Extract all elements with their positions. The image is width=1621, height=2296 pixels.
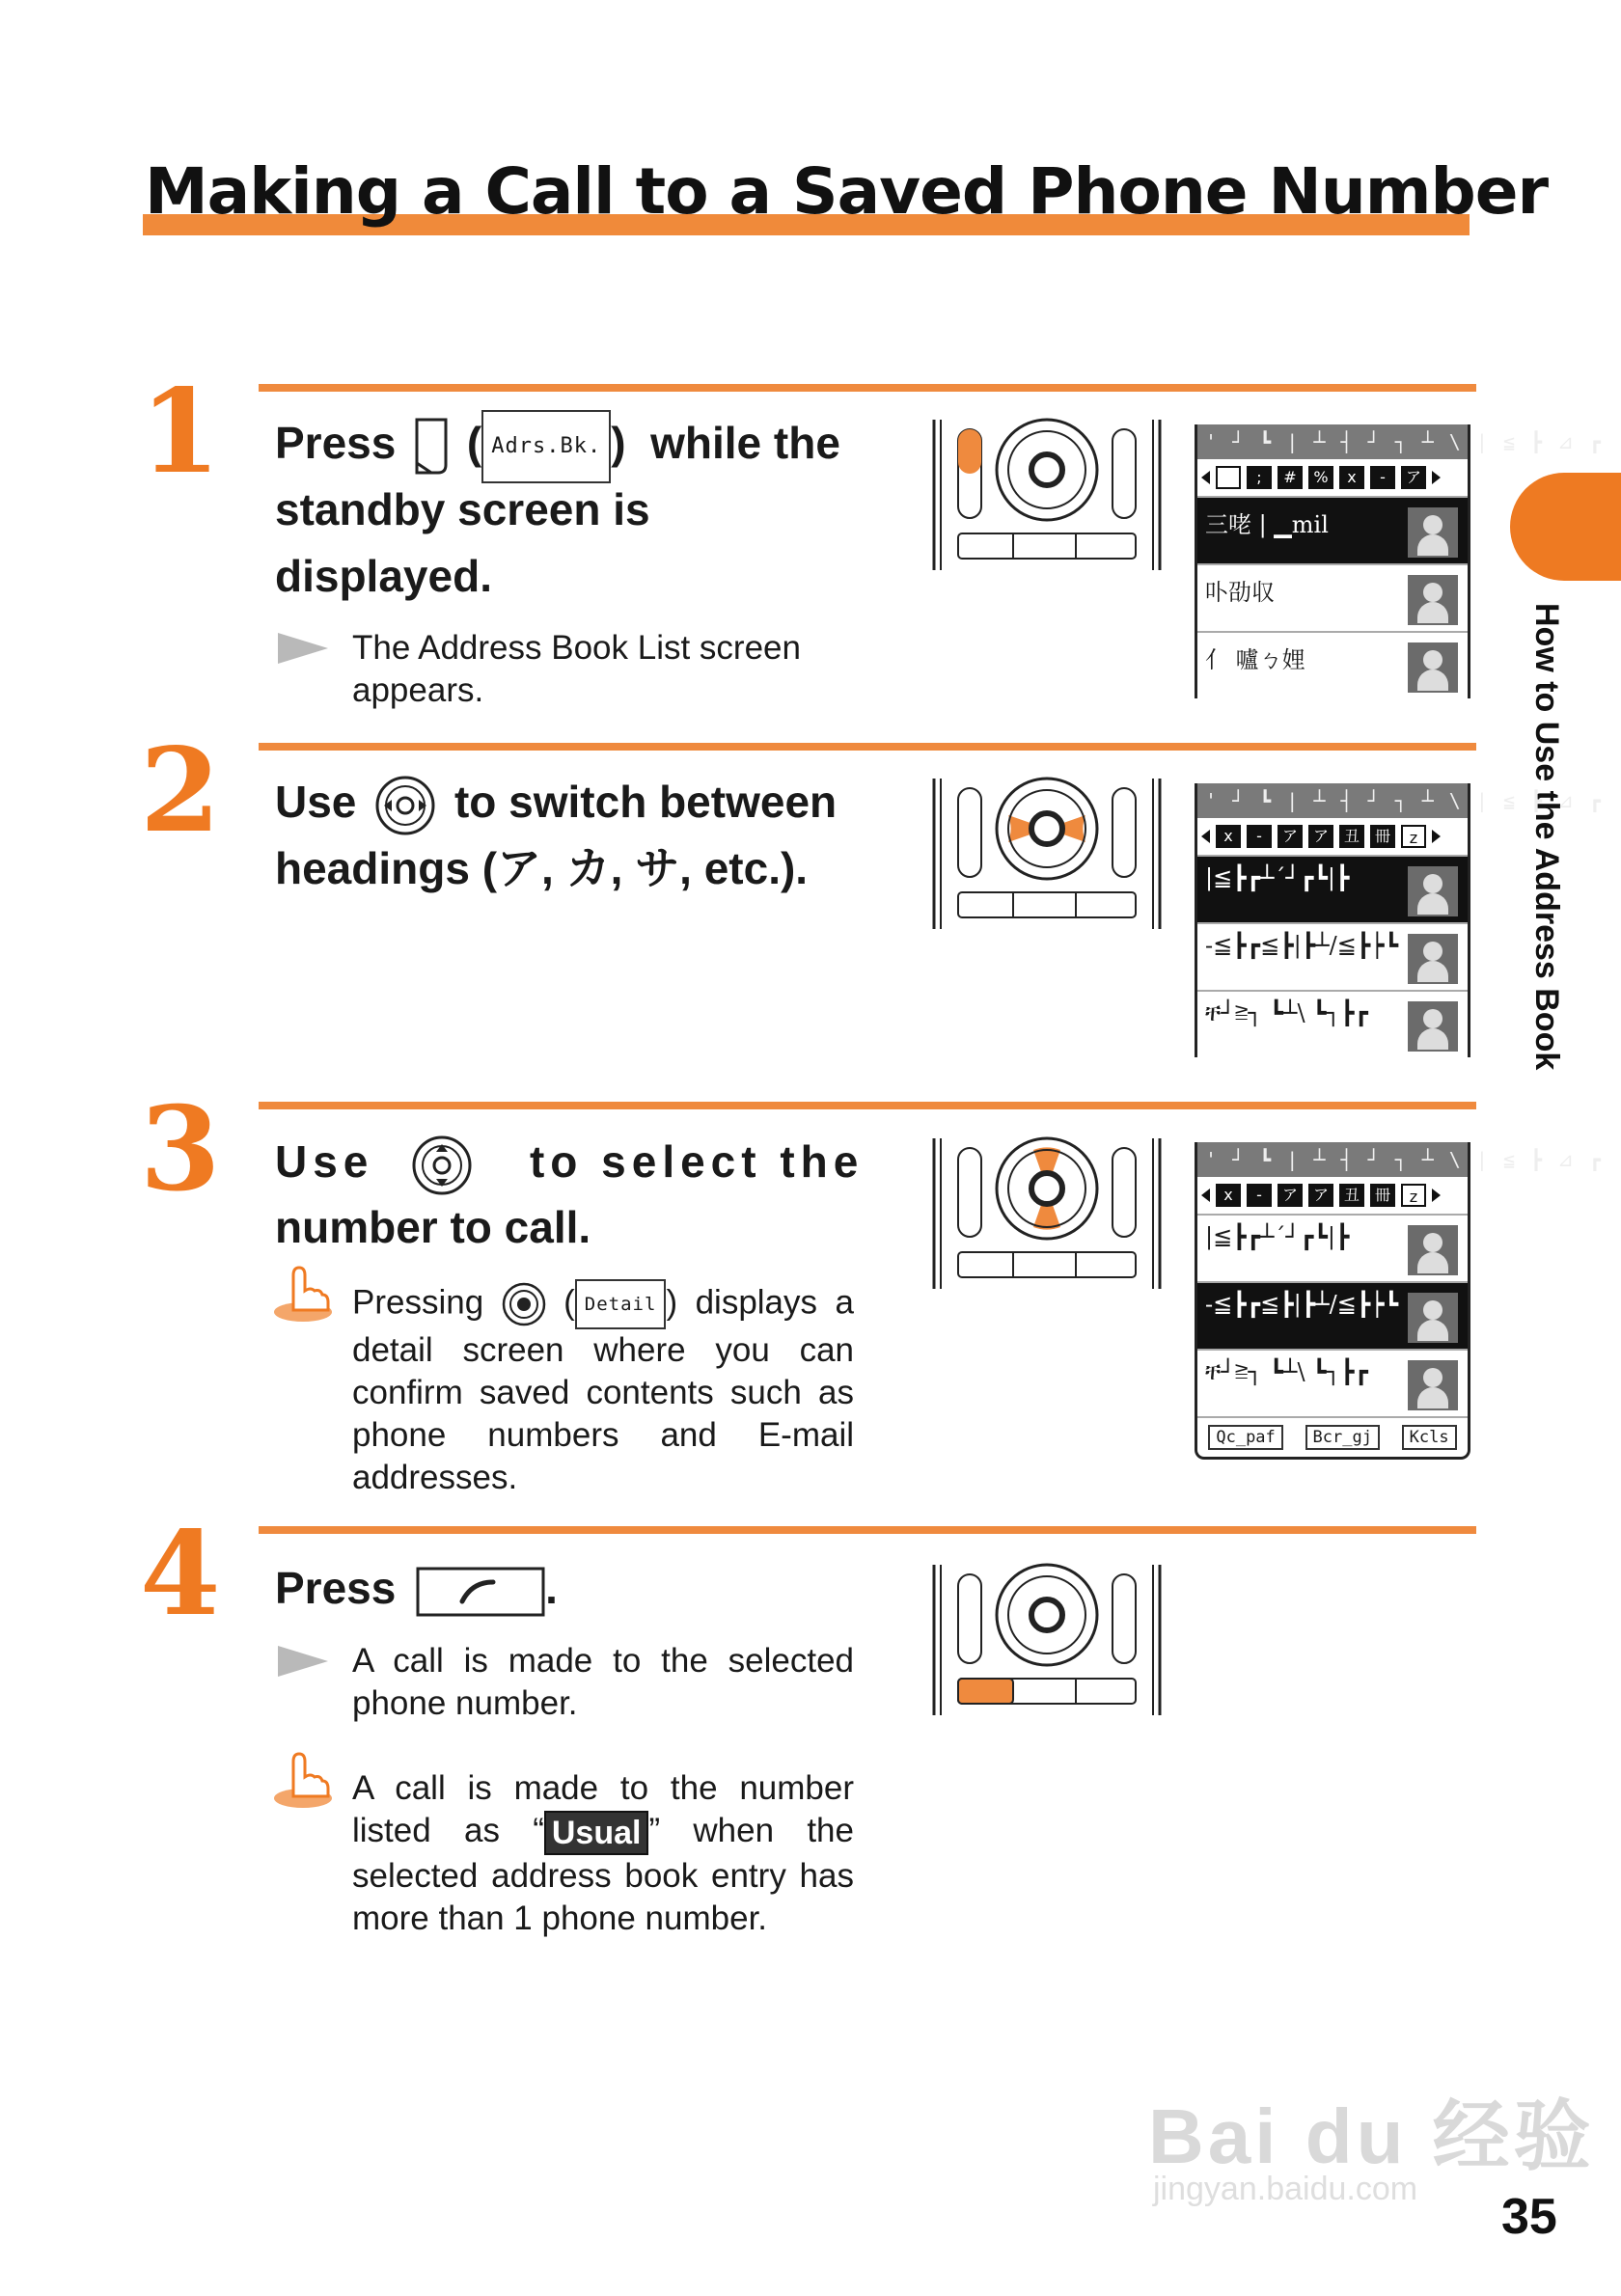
softkey-label: Kcls (1402, 1425, 1457, 1450)
avatar-icon (1408, 1360, 1458, 1410)
screen-tab: ; (1247, 466, 1272, 489)
screen-tab: 丑 (1339, 825, 1364, 848)
paren-open: ( (466, 418, 482, 469)
pointing-hand-icon (272, 1262, 334, 1324)
screen-softkey-bar (1197, 1416, 1468, 1457)
tab-left-arrow-icon (1201, 1189, 1210, 1202)
contact-name: 亻 嚧ㄅ娌 (1205, 646, 1305, 673)
contact-name: |≦┣┏┴´┘┏┗|┣ (1205, 864, 1350, 891)
step-1-heading-line2: standby screen is (275, 484, 650, 534)
adrs-bk-key-label: Adrs.Bk. (481, 410, 611, 483)
contact-name: |≦┣┏┴´┘┏┗|┣ (1205, 1223, 1350, 1250)
step-1-heading-tail: while the (650, 418, 840, 469)
avatar-icon (1408, 1001, 1458, 1052)
tab-right-arrow-icon (1432, 1189, 1441, 1202)
contact-name: 三咾 | ▁mil (1205, 511, 1329, 538)
screen-header: ' ┘ ┗ | ┴ ┤ ┘ ┐ ┴ \ | ≦ ┣ ⊿ ┏ (1197, 783, 1468, 818)
screen-tab-strip (1197, 1177, 1468, 1214)
contact-row (1197, 496, 1468, 563)
screen-tab: ア (1308, 825, 1333, 848)
screen-tab: % (1308, 466, 1333, 489)
screen-tab: x (1339, 466, 1364, 489)
phone-keypad-illustration (931, 779, 1163, 938)
screen-tab: - (1247, 1184, 1272, 1207)
step-4-rule (259, 1526, 1476, 1534)
screen-tab: ア (1278, 825, 1303, 848)
call-key-icon (416, 1567, 545, 1617)
screen-tab: 冊 (1370, 825, 1395, 848)
step-3-note-text: ) displays a detail screen where you can confirm saved contents such as phone numbers and E-mail addresses. (352, 1283, 854, 1496)
step-2-heading (275, 769, 837, 836)
phone-keypad-illustration (931, 1565, 1163, 1724)
step-2-rule (259, 743, 1476, 751)
screen-tab-strip (1197, 818, 1468, 855)
result-arrow-icon (278, 1646, 328, 1677)
step-4-note (352, 1767, 854, 1940)
phone-keypad-illustration (931, 420, 1163, 579)
softkey-label: Qc_paf (1208, 1425, 1282, 1450)
center-select-key-icon (502, 1282, 546, 1326)
step-3-rule (259, 1102, 1476, 1109)
step-3-heading-line2: number to call. (275, 1202, 591, 1252)
contact-name: -≦┣┏≦┣|┣┴/≦┣┝┗ (1205, 1291, 1399, 1318)
tab-left-arrow-icon (1201, 830, 1210, 843)
screen-tab-strip (1197, 459, 1468, 496)
watermark-url: jingyan.baidu.com (1153, 2171, 1418, 2207)
screen-tab: ア (1401, 466, 1426, 489)
screen-tab: # (1278, 466, 1303, 489)
step-4-number: 4 (140, 1506, 221, 1642)
step-3-note-pre: Pressing (352, 1283, 484, 1322)
step-4-heading: Press . (275, 1555, 558, 1621)
screen-tab: x (1216, 825, 1241, 848)
contact-row (1197, 631, 1468, 698)
screen-tab: ア (1278, 1184, 1303, 1207)
step-2-number: 2 (140, 723, 221, 859)
avatar-icon (1408, 1293, 1458, 1343)
avatar-icon (1408, 866, 1458, 916)
tab-left-arrow-icon (1201, 471, 1210, 484)
tab-right-arrow-icon (1432, 830, 1441, 843)
paren-close: ) (611, 418, 626, 469)
contact-row (1197, 563, 1468, 631)
screen-tab: 丑 (1339, 1184, 1364, 1207)
step-3-number: 3 (140, 1081, 221, 1217)
watermark-brand: Bai du 经验 (1148, 2093, 1595, 2179)
avatar-icon (1408, 1225, 1458, 1275)
screen-tab: - (1247, 825, 1272, 848)
contact-row (1197, 1214, 1468, 1281)
contact-row (1197, 990, 1468, 1057)
screen-header: ' ┘ ┗ | ┴ ┤ ┘ ┐ ┴ \ | ≦ ┣ ⊿ ┏ (1197, 424, 1468, 459)
contact-row (1197, 1281, 1468, 1349)
step-1-press-text: Press (275, 418, 397, 469)
address-book-screen (1195, 424, 1603, 698)
step-3-heading (275, 1129, 864, 1196)
screen-tab: z (1401, 825, 1426, 848)
avatar-icon (1408, 507, 1458, 558)
step-3-use-text: Use (275, 1136, 374, 1187)
side-tab-text: How to Use the Address Book (1528, 603, 1565, 1071)
softkey-label: Bcr_gj (1305, 1425, 1380, 1450)
screen-tab (1216, 466, 1241, 489)
step-1-heading (275, 410, 840, 483)
screen-tab: z (1401, 1184, 1426, 1207)
phone-keypad-illustration (931, 1138, 1163, 1298)
side-tab-label (1507, 603, 1584, 1105)
step-2-use-text: Use (275, 777, 357, 827)
step-4-press-text: Press (275, 1563, 397, 1613)
step-1-result: The Address Book List screen appears. (352, 629, 801, 709)
contact-row (1197, 922, 1468, 990)
contact-row (1197, 1349, 1468, 1416)
screen-tab: ア (1308, 1184, 1333, 1207)
contact-row (1197, 855, 1468, 922)
softkey-left-icon (412, 417, 451, 477)
detail-key-label: Detail (575, 1279, 667, 1329)
step-4-result: A call is made to the selected phone number. (352, 1642, 854, 1722)
step-2-heading-tail: to switch between (453, 777, 838, 827)
contact-name: 卟劭収 (1205, 579, 1275, 606)
contact-name: -≦┣┏≦┣|┣┴/≦┣┝┗ (1205, 932, 1399, 959)
usual-badge: Usual (544, 1811, 649, 1855)
step-1-rule (259, 384, 1476, 392)
screen-header: ' ┘ ┗ | ┴ ┤ ┘ ┐ ┴ \ | ≦ ┣ ⊿ ┏ (1197, 1142, 1468, 1177)
address-book-screen (1195, 1142, 1603, 1460)
step-1-number: 1 (140, 364, 221, 500)
nav-left-right-key-icon (374, 775, 436, 836)
contact-name: ቸ┘≧┐ ┗┴\ ┗┐┣┏ (1205, 999, 1368, 1026)
step-4-note-post: ” when the selected address book entry has more than 1 phone number. (352, 1812, 854, 1937)
avatar-icon (1408, 575, 1458, 625)
avatar-icon (1408, 934, 1458, 984)
step-2-heading-line2: headings (ア, カ, サ, etc.). (275, 843, 809, 893)
tab-right-arrow-icon (1432, 471, 1441, 484)
result-arrow-icon (278, 633, 328, 664)
page-title: Making a Call to a Saved Phone Number (145, 154, 1549, 229)
screen-tab: 冊 (1370, 1184, 1395, 1207)
step-1-heading-line3: displayed. (275, 551, 492, 601)
step-3-note: Pressing ( Detail ) displays a detail screen where you can confirm saved contents such as phone numbers and E-mail addresses. (352, 1279, 854, 1499)
contact-name: ቸ┘≧┐ ┗┴\ ┗┐┣┏ (1205, 1358, 1368, 1385)
avatar-icon (1408, 642, 1458, 693)
screen-tab: x (1216, 1184, 1241, 1207)
side-tab-marker (1510, 473, 1621, 581)
step-4-note-pre: A call is made to the number listed as “ (352, 1769, 854, 1849)
page-number: 35 (1501, 2189, 1557, 2245)
screen-tab: - (1370, 466, 1395, 489)
pointing-hand-icon (272, 1748, 334, 1810)
step-3-heading-tail: to select the (529, 1136, 865, 1187)
nav-up-down-key-icon (411, 1134, 473, 1196)
